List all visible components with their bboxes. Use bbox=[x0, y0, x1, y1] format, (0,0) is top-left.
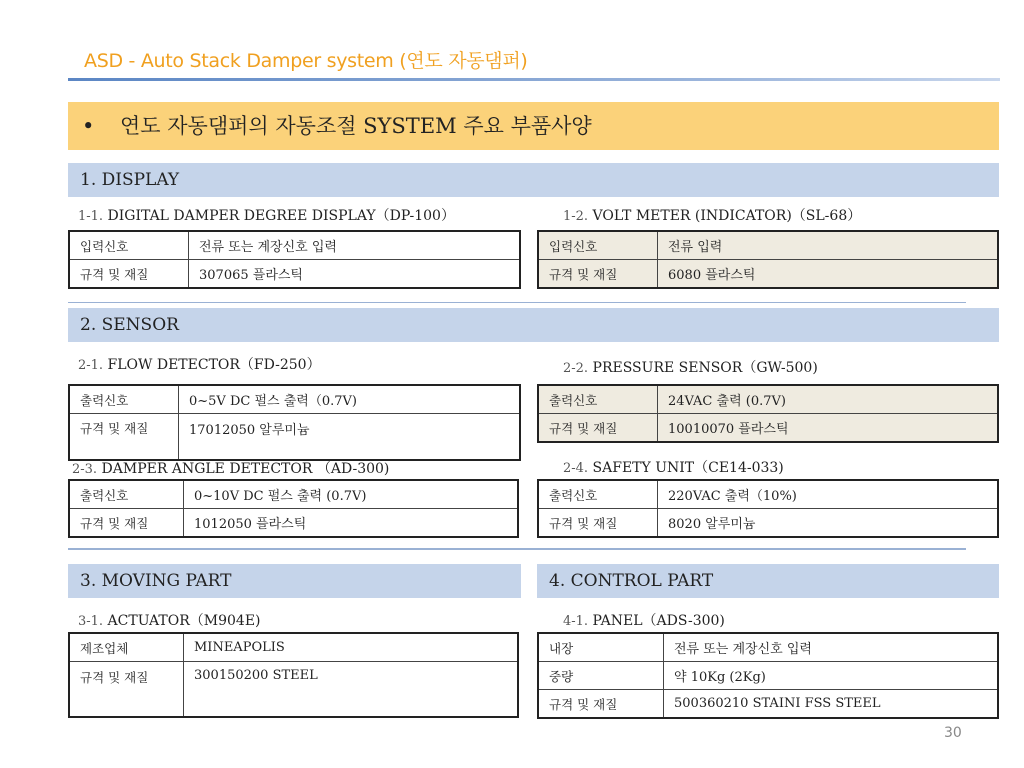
title-underline bbox=[68, 78, 1000, 81]
bullet-icon: • bbox=[82, 114, 95, 138]
table-row: 출력신호 0~5V DC 펄스 출력（0.7V) bbox=[69, 385, 520, 414]
table-row: 규격 및 재질 307065 플라스틱 bbox=[69, 260, 520, 289]
table-row: 규격 및 재질 500360210 STAINI FSS STEEL bbox=[538, 690, 998, 719]
item-title-m904e: 3-1. ACTUATOR（M904E) bbox=[78, 613, 261, 629]
item-title-sl68: 1-2. VOLT METER (INDICATOR)（SL-68） bbox=[563, 208, 862, 224]
slide-title: ASD - Auto Stack Damper system (연도 자동댐퍼) bbox=[84, 50, 528, 72]
item-title-dp100: 1-1. DIGITAL DAMPER DEGREE DISPLAY（DP-100） bbox=[78, 208, 455, 224]
section-control-part: 4. CONTROL PART bbox=[537, 564, 999, 598]
table-row: 규격 및 재질 1012050 플라스틱 bbox=[69, 509, 518, 538]
table-row: 중량 약 10Kg (2Kg) bbox=[538, 662, 998, 690]
spec-table-ads300 bbox=[537, 632, 999, 719]
item-title-ads300: 4-1. PANEL（ADS-300) bbox=[563, 613, 725, 629]
topic-banner bbox=[68, 102, 999, 150]
spec-table-ce14 bbox=[537, 479, 999, 538]
table-row: 규격 및 재질 10010070 플라스틱 bbox=[538, 414, 998, 443]
table-row: 출력신호 0~10V DC 펄스 출력 (0.7V) bbox=[69, 480, 518, 509]
page-number: 30 bbox=[944, 725, 962, 741]
item-title-fd250: 2-1. FLOW DETECTOR（FD-250） bbox=[78, 357, 321, 373]
table-row: 제조업체 MINEAPOLIS bbox=[69, 633, 518, 662]
table-row: 규격 및 재질 17012050 알루미늄 bbox=[69, 414, 520, 461]
table-row: 규격 및 재질 6080 플라스틱 bbox=[538, 260, 998, 289]
spec-table-fd250 bbox=[68, 384, 521, 461]
divider bbox=[68, 548, 966, 550]
table-row: 출력신호 220VAC 출력（10%) bbox=[538, 480, 998, 509]
spec-table-ad300 bbox=[68, 479, 519, 538]
spec-table-m904e bbox=[68, 632, 519, 718]
spec-table-sl68 bbox=[537, 230, 999, 289]
item-title-gw500: 2-2. PRESSURE SENSOR（GW-500) bbox=[563, 360, 818, 376]
table-row: 규격 및 재질 300150200 STEEL bbox=[69, 662, 518, 718]
banner-text: 연도 자동댐퍼의 자동조절 SYSTEM 주요 부품사양 bbox=[120, 114, 592, 138]
item-title-ce14: 2-4. SAFETY UNIT（CE14-033) bbox=[563, 460, 784, 476]
spec-table-dp100 bbox=[68, 230, 521, 289]
section-display: 1. DISPLAY bbox=[68, 163, 999, 197]
table-row: 내장 전류 또는 계장신호 입력 bbox=[538, 633, 998, 662]
section-moving-part: 3. MOVING PART bbox=[68, 564, 521, 598]
table-row: 입력신호 전류 또는 계장신호 입력 bbox=[69, 231, 520, 260]
spec-table-gw500 bbox=[537, 384, 999, 443]
item-title-ad300: 2-3. DAMPER ANGLE DETECTOR （AD-300) bbox=[72, 461, 390, 477]
table-row: 규격 및 재질 8020 알루미늄 bbox=[538, 509, 998, 538]
section-sensor: 2. SENSOR bbox=[68, 308, 999, 342]
table-row: 입력신호 전류 입력 bbox=[538, 231, 998, 260]
table-row: 출력신호 24VAC 출력 (0.7V) bbox=[538, 385, 998, 414]
divider bbox=[68, 302, 966, 303]
